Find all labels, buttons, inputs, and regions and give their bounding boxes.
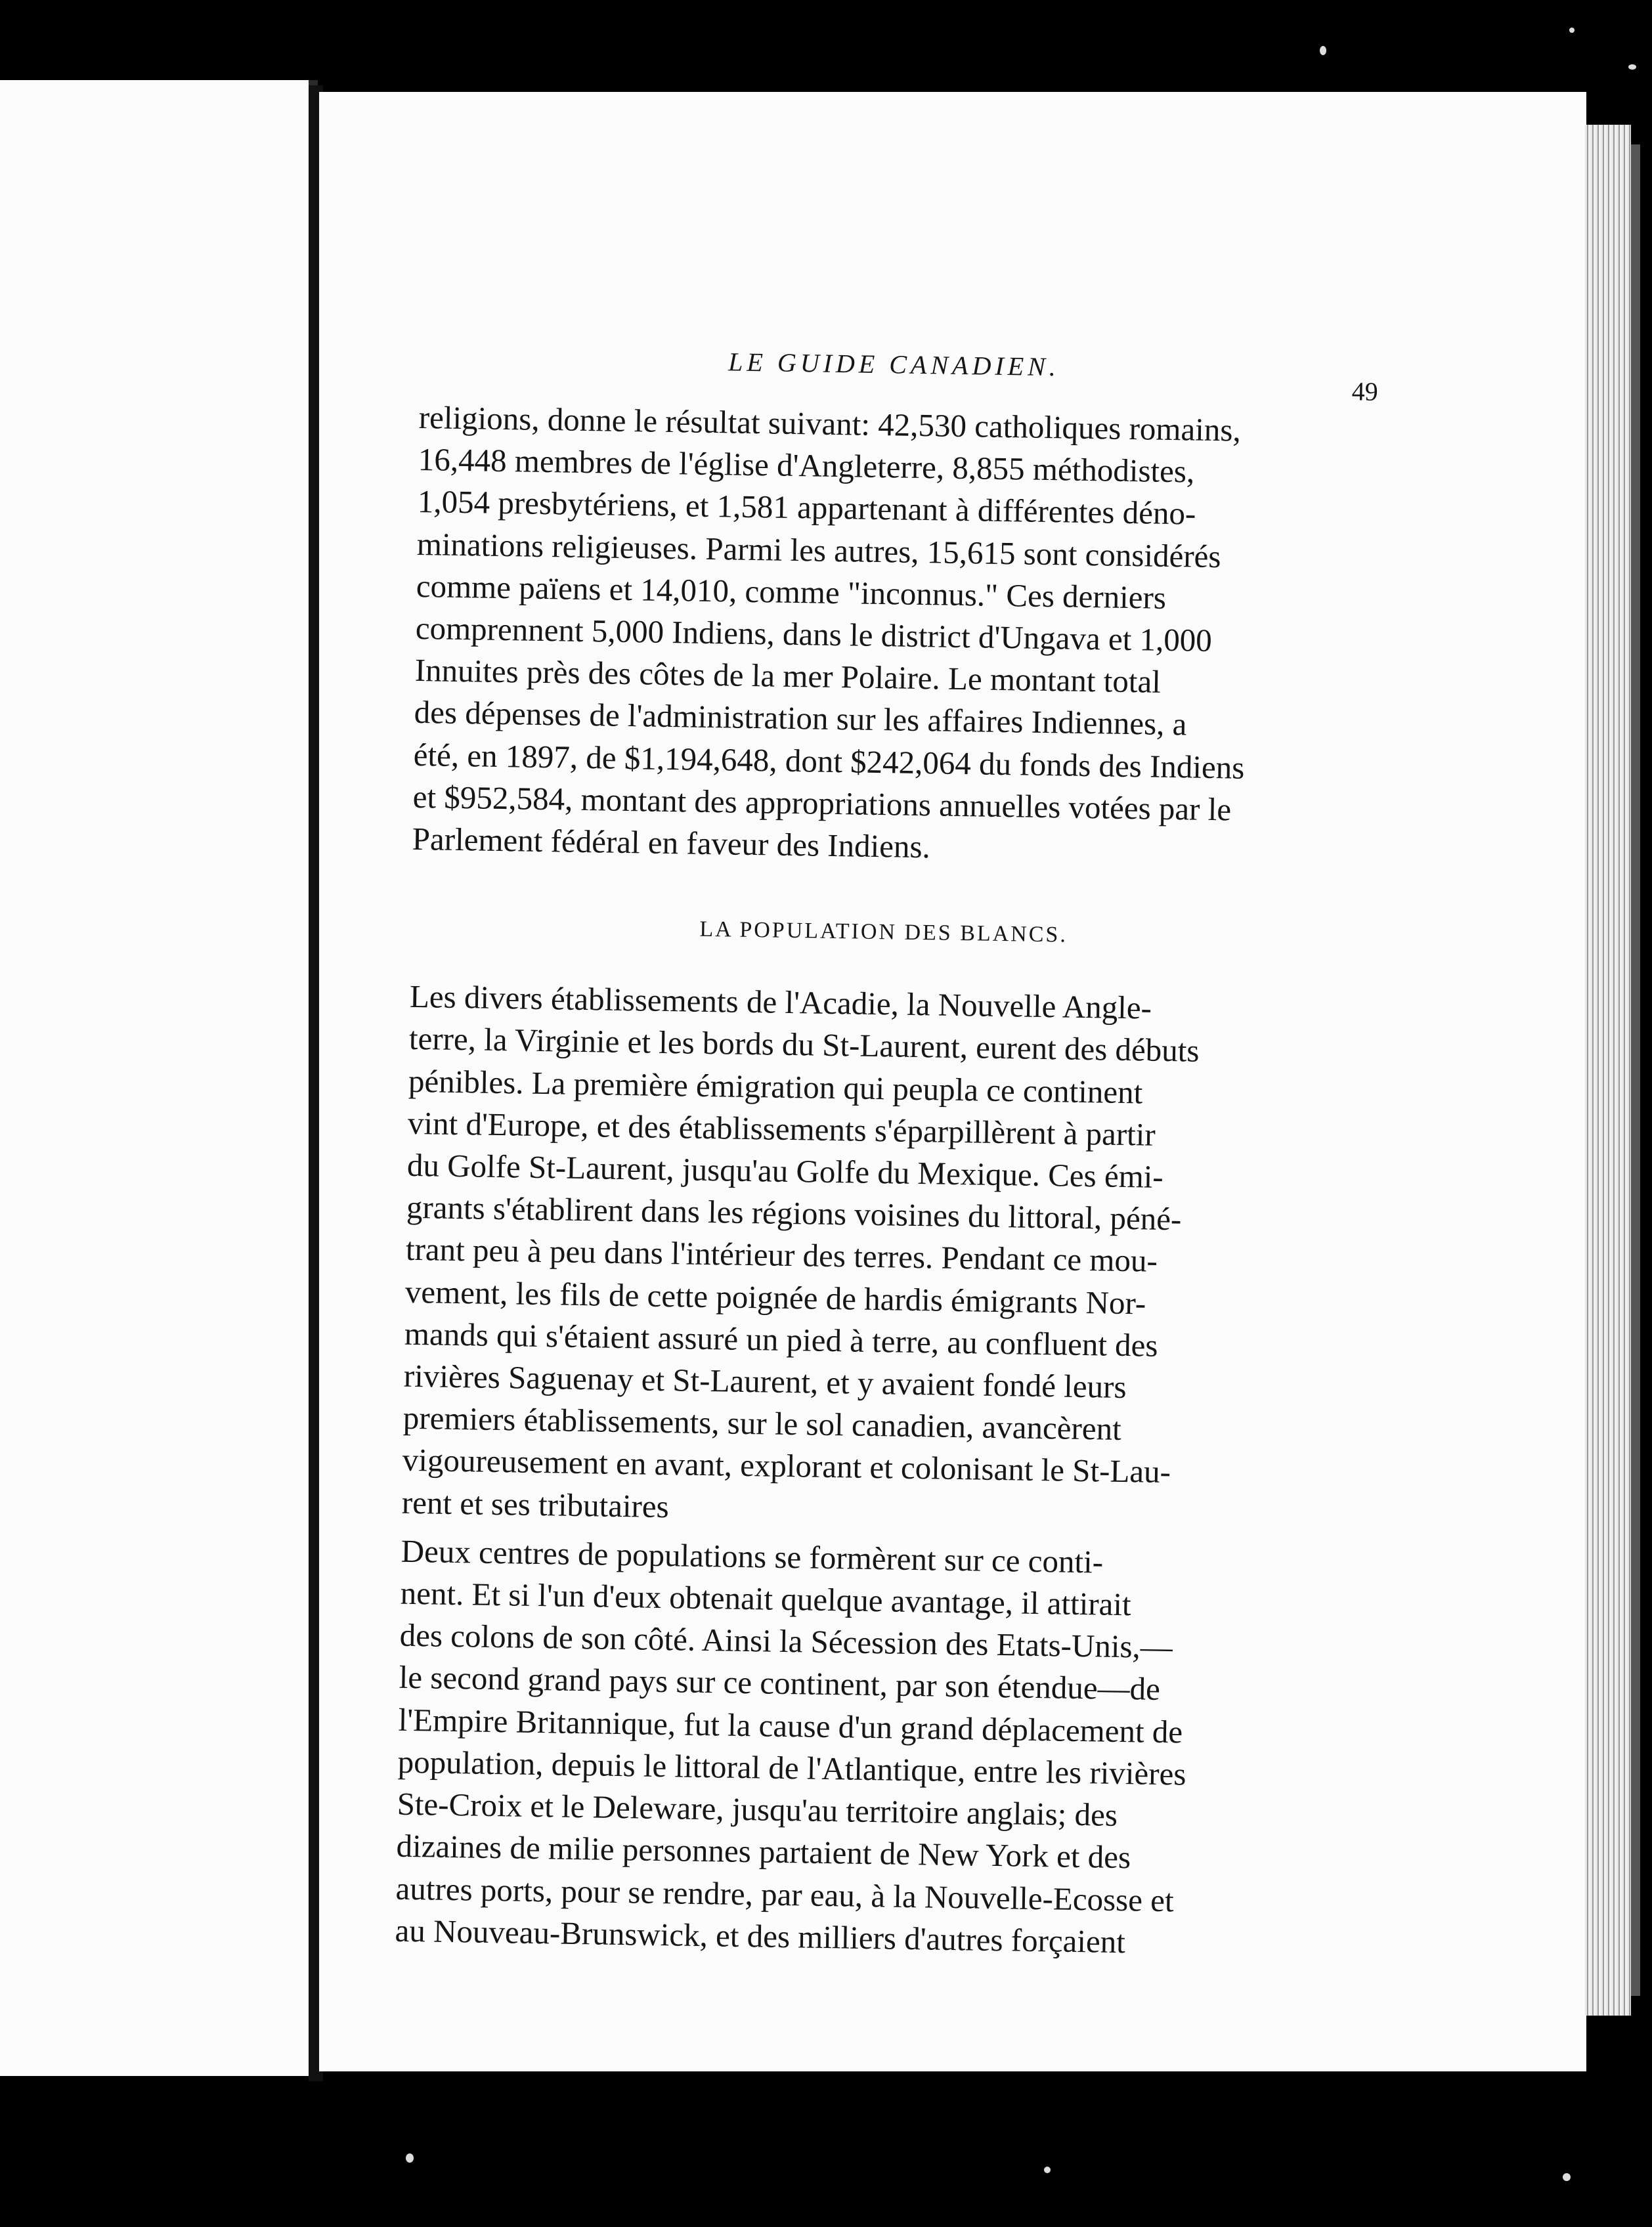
dust-speck [1569,28,1575,33]
page-text-block [395,328,1379,1966]
page-number: 49 [1351,376,1379,406]
paragraph-etablissements: Les divers établissements de l'Acadie, la Nouvelle Angle- terre, la Virginie et les bords du St-Laurent, eurent des débuts pénibles. La première émigration qui peupla ce continent vint d'Europe, et des établissements s'éparpillèrent à partir du Golfe St-Laurent, jusqu'au Golfe du Mexique. Ces émi- grants s'établirent dans les régions voisines du littoral, péné- trant peu à peu dans l'intérieur des terres. Pendant ce mou- vement, les fils de cette poignée de hardis émigrants Nor- mands qui s'étaient assuré un pied à terre, au confluent des rivières Saguenay et St-Laurent, et y avaient fondé leurs premiers établissements, sur le sol canadien, avancèrent vigoureusement en avant, explorant et colonisant le St-Lau- rent et ses tributaires [401,978,1200,1524]
dust-speck [1628,64,1636,70]
dust-speck [1044,2167,1051,2173]
paragraph-deux-centres: Deux centres de populations se formèrent sur ce conti- nent. Et si l'un d'eux obtenait quelque avantage, il attirait des colons de son côté. Ainsi la Sécession des Etats-Unis,— le second grand pays sur ce continent, par son étendue—de l'Empire Britannique, fut la cause d'un grand déplacement de population, depuis le littoral de l'Atlantique, entre les rivières Ste-Croix et le Deleware, jusqu'au territoire anglais; des dizaines de milie personnes partaient de New York et des autres ports, pour se rendre, par eau, à la Nouvelle-Ecosse et au Nouveau-Brunswick, et des milliers d'autres forçaient [395,1532,1186,1960]
paragraph-religions: religions, donne le résultat suivant: 42,530 catholiques romains, 16,448 membres de l'église d'Angleterre, 8,855 méthodistes, 1,054 presbytériens, et 1,581 appartenant à différentes déno- minations religieuses. Parmi les autres, 15,615 sont considérés comme païens et 14,010, comme "inconnus." Ces derniers comprennent 5,000 Indiens, dans le district d'Ungava et 1,000 Innuites près des côtes de la mer Polaire. Le montant total des dépenses de l'administration sur les affaires Indiennes, a été, en 1897, de $1,194,648, dont $242,064 du fonds des Indiens et $952,584, montant des appropriations annuelles votées par le Parlement fédéral en faveur des Indiens. [412,399,1245,865]
dust-speck [1320,46,1326,55]
dust-speck [406,2153,414,2163]
page-edge-shadow [1631,144,1640,1996]
left-page [0,80,318,2076]
dust-speck [1563,2173,1571,2181]
running-head: LE GUIDE CANADIEN. [728,347,1060,382]
section-heading: LA POPULATION DES BLANCS. [699,917,1068,947]
page-edges [1585,125,1631,2016]
